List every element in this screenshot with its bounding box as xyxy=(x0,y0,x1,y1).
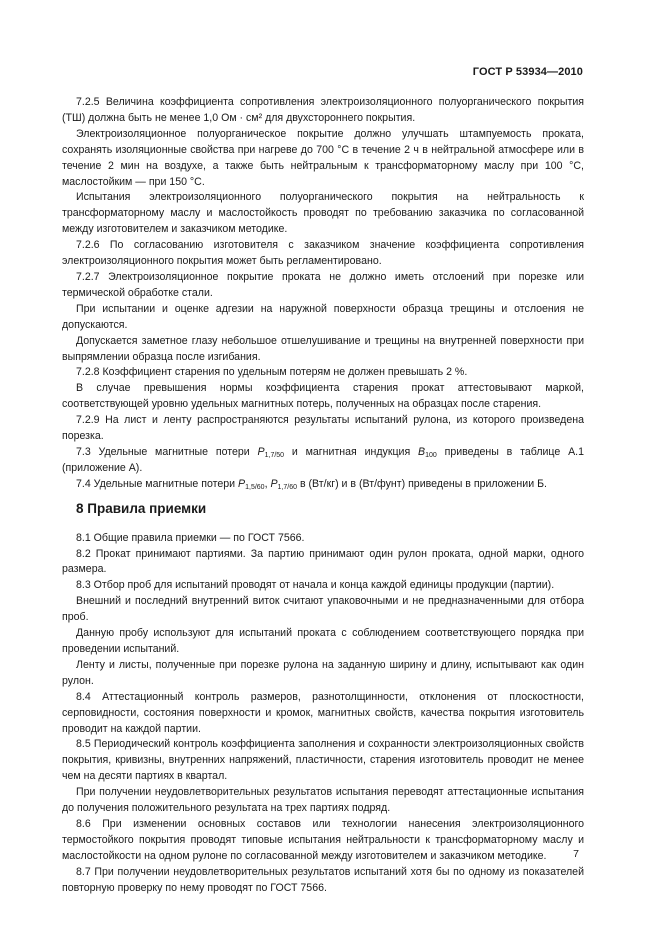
text-run: приведены в таблице А.1 (приложение А). xyxy=(62,445,584,474)
standard-header: ГОСТ Р 53934—2010 xyxy=(472,66,583,78)
paragraph: Внешний и последний внутренний виток считают упаковочными и не предназначенными для отбора проб. xyxy=(62,595,584,624)
text-run: 7.3 Удельные магнитные потери xyxy=(76,445,258,458)
paragraph-7-2-6: 7.2.6 По согласованию изготовителя с заказчиком значение коэффициента сопротивления электроизоляционного покрытия может быть регламентировано. xyxy=(62,239,584,268)
text-run: , xyxy=(264,477,271,490)
section-8-heading: 8 Правила приемки xyxy=(76,500,207,516)
text-run: и магнитная индукция xyxy=(284,445,419,458)
symbol-subscript: 1,5/60 xyxy=(245,483,265,491)
symbol-p: P xyxy=(238,477,246,490)
paragraph: Данную пробу используют для испытаний проката с соблюдением соответствующего порядка при проведении испытаний. xyxy=(62,627,584,655)
paragraph: Ленту и листы, полученные при порезке рулона на заданную ширину и длину, испытывают как один рулон. xyxy=(62,658,584,687)
paragraph-8-3: 8.3 Отбор проб для испытаний проводят от начала и конца каждой единицы продукции (партии). xyxy=(76,579,555,592)
paragraph-7-4 xyxy=(62,477,584,493)
paragraph-8-7: 8.7 При получении неудовлетворительных результатов испытаний хотя бы по одному из показателей повторную проверку по нему проводят по ГОСТ 7566. xyxy=(62,865,584,894)
paragraph: Электроизоляционное полуорганическое покрытие должно улучшать штампуемость проката, сохранять изоляционные свойства при нагреве до 700 °С в течение 2 ч в нейтральной атмосфере или в течение 2 мин на воздухе, а также быть нейтральным к трансформаторному маслу при 100 °С, маслостойким — при 150 °С. xyxy=(62,127,584,188)
paragraph: При испытании и оценке адгезии на наружной поверхности образца трещины и отслоения не допускаются. xyxy=(62,302,584,331)
symbol-b: B xyxy=(418,445,426,458)
paragraph-8-6: 8.6 При изменении основных составов или технологии нанесения электроизоляционного термостойкого покрытия проводят типовые испытания нейтральности к трансформаторному маслу и маслостойкости на одном рулоне по согласованной между изготовителем и заказчиком методике. xyxy=(62,817,584,862)
symbol-p: P xyxy=(270,477,278,490)
paragraph-7-2-7: 7.2.7 Электроизоляционное покрытие проката не должно иметь отслоений при порезке или термической обработке стали. xyxy=(62,270,584,299)
symbol-p: P xyxy=(257,445,265,458)
paragraph-7-2-5: 7.2.5 Величина коэффициента сопротивления электроизоляционного полуорганического покрытия (ТШ) должна быть не менее 1,0 Ом · см² для двухстороннего покрытия. xyxy=(62,96,584,124)
paragraph-8-2: 8.2 Прокат принимают партиями. За партию принимают один рулон проката, одной марки, одного размера. xyxy=(62,547,584,576)
text-run: 7.4 Удельные магнитные потери xyxy=(76,477,239,490)
symbol-subscript: 1,7/50 xyxy=(264,451,285,459)
paragraph-7-2-8: 7.2.8 Коэффициент старения по удельным потерям не должен превышать 2 %. xyxy=(76,366,468,379)
paragraph: Испытания электроизоляционного полуорганического покрытия на нейтральность к трансформаторному маслу и маслостойкость проводят по требованию заказчика по согласованной между изготовителем и заказчиком методике. xyxy=(62,191,584,236)
text-run: в (Вт/кг) и в (Вт/фунт) приведены в приложении Б. xyxy=(297,477,547,490)
paragraph-8-1: 8.1 Общие правила приемки — по ГОСТ 7566. xyxy=(76,531,305,544)
symbol-subscript: 1,7/60 xyxy=(277,483,298,491)
symbol-subscript: 100 xyxy=(425,451,437,459)
paragraph-7-2-9: 7.2.9 На лист и ленту распространяются результаты испытаний рулона, из которого произведена порезка. xyxy=(62,414,584,443)
paragraph-8-5: 8.5 Периодический контроль коэффициента заполнения и сохранности электроизоляционных свойств покрытия, кривизны, внутренних напряжений, пластичности, старения изготовитель проводит не менее чем на десяти партиях в квартал. xyxy=(62,738,584,783)
document-body xyxy=(62,95,584,897)
page-number: 7 xyxy=(573,848,579,860)
paragraph: При получении неудовлетворительных результатов испытания переводят аттестационные испытания до получения положительного результата на трех партиях подряд. xyxy=(62,786,584,815)
paragraph: Допускается заметное глазу небольшое отшелушивание и трещины на внутренней поверхности при выпрямлении образца после изгибания. xyxy=(62,334,584,363)
paragraph-8-4: 8.4 Аттестационный контроль размеров, разнотолщинности, отклонения от плоскостности, серповидности, состояния поверхности и кромок, магнитных свойств, качества покрытия изготовитель проводит на каждой партии. xyxy=(62,690,584,735)
paragraph-7-3 xyxy=(62,445,584,477)
paragraph: В случае превышения нормы коэффициента старения прокат аттестовывают маркой, соответствующей уровню удельных магнитных потерь, полученных на образцах после старения. xyxy=(62,382,584,411)
